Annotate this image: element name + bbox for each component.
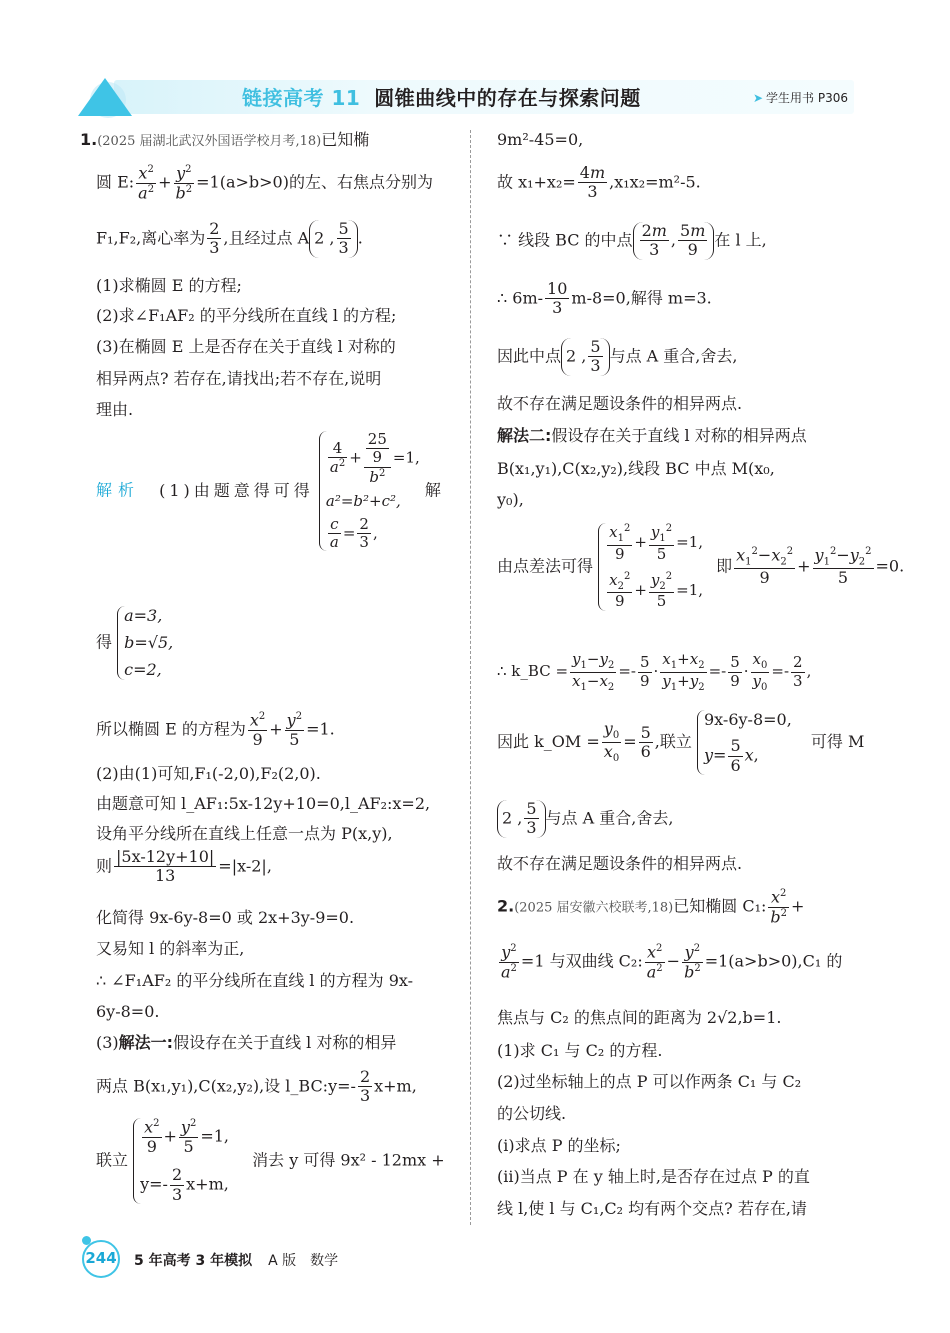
solution-intro: (1)由题意得可得 [159, 480, 314, 500]
method-two-label: 解法二: [497, 426, 552, 445]
part3-line-1: (3)解法一:假设存在关于直线 l 对称的相异 [96, 1033, 397, 1052]
q1-part-1: (1)求椭圆 E 的方程; [96, 276, 242, 295]
q2-line-8: (ii)当点 P 在 y 轴上时,是否存在过点 P 的直 [497, 1167, 810, 1186]
q2-line-9: 线 l,使 l 与 C₁,C₂ 均有两个交点? 若存在,请 [497, 1199, 807, 1218]
ellipse-equation-line: 所以椭圆 E 的方程为 $\frac{x^2}{9}$ + $\frac{y^2}{5}$ =1. [96, 710, 335, 749]
right-line-14: 故不存在满足题设条件的相异两点. [497, 854, 743, 873]
fraction-2-3: $\frac{2}{3}$ [209, 219, 220, 258]
solution-solve-word: 解 [424, 480, 441, 500]
column-divider [470, 130, 471, 1225]
section-title [242, 82, 641, 111]
right-line-3: ∵ 线段 BC 的中点 $\frac{2m}{3}$ , $\frac{5m}{9}$ 在 l 上, [497, 221, 767, 260]
dot-icon [82, 1236, 91, 1245]
arrow-right-icon: ➤ [752, 91, 764, 105]
q2-line-2: $\frac{y^2}{a^2}$ =1 与双曲线 C₂: $\frac{x^2}{a^2}$ − $\frac{y^2}{b^2}$ =1(a>b>0),C₁ 的 [501, 942, 843, 982]
right-line-10: 由点差法可得 $\frac{x_1^2}{9}$ + $\frac{y_1^2}{5}$ =1, $\frac{x_2^2}{9}$ + $\frac{y_2^2}{5}$ =1, 即 $\frac{x_1^2-x_2^2}{9}$ + $\frac{y_1^2-y_2^2}{5}$ =0. [497, 523, 905, 611]
ellipse-equation-text: 所以椭圆 E 的方程为 [96, 719, 246, 739]
page-number: 244 [85, 1249, 117, 1267]
right-line-2: 故 x₁+x₂= $\frac{4m}{3}$ ,x₁x₂=m²-5. [497, 163, 701, 202]
q1-part-3-end: 理由. [96, 400, 134, 419]
q2-line-5: (2)过坐标轴上的点 P 可以作两条 C₁ 与 C₂ [497, 1072, 802, 1091]
part2-line-1: (2)由(1)可知,F₁(-2,0),F₂(2,0). [96, 764, 321, 783]
right-line-12: 因此 k_OM = $\frac{y_0}{x_0}$ = $\frac{5}{6}$ ,联立 9x-6y-8=0, y= $\frac{5}{6}$ x, 可得 M [497, 710, 865, 775]
solution-line-2 [96, 606, 173, 680]
fraction-x2-a2: $\frac{x^2}{a^2}$ [138, 163, 155, 203]
q1-part-2: (2)求∠F₁AF₂ 的平分线所在直线 l 的方程; [96, 306, 397, 325]
right-line-8: B(x₁,y₁),C(x₂,y₂),线段 BC 中点 M(x₀, [497, 459, 775, 478]
question-number: 1. [80, 130, 98, 149]
right-line-11: ∴ k_BC = $\frac{y_1-y_2}{x_1-x_2}$ =- $\frac{5}{9}$ · $\frac{x_1+x_2}{y_1+y_2}$ =- $\frac{5}{9}$ · $\frac{x_0}{y_0}$ =- $\frac{2}{3}$ , [497, 650, 812, 693]
book-title: 5 年高考 3 年模拟 [134, 1253, 253, 1269]
right-line-5: 因此中点 2 , $\frac{5}{3}$ 与点 A 重合,舍去, [497, 337, 738, 376]
question-2-source: (2025 届安徽六校联考,18) [514, 900, 674, 916]
part2-line-6: 又易知 l 的斜率为正, [96, 939, 245, 958]
q2-line-7: (i)求点 P 的坐标; [497, 1136, 621, 1155]
equation-system-5: 9x-6y-8=0, y= $\frac{5}{6}$ x, [697, 710, 792, 775]
student-book-reference [753, 89, 848, 106]
q2-line-3: 焦点与 C₂ 的焦点间的距离为 2√2,b=1. [497, 1008, 782, 1027]
solution-line-1 [96, 431, 441, 551]
right-line-1: 9m²-45=0, [497, 130, 584, 149]
q1-line-3: F₁,F₂,离心率为 $\frac{2}{3}$ ,且经过点 A 2 , $\frac{5}{3}$ . [96, 219, 363, 258]
q1-part-3: (3)在椭圆 E 上是否存在关于直线 l 对称的 [96, 337, 396, 356]
part2-line-4: 则 $\frac{|5x-12y+10|}{13}$ =|x-2|, [96, 847, 272, 886]
part3-line-3: 联立 $\frac{x^2}{9}$ + $\frac{y^2}{5}$ =1, y=- $\frac{2}{3}$ x+m, 消去 y 可得 9x² - 12mx + [96, 1117, 445, 1204]
q1-eccentricity-text: F₁,F₂,离心率为 [96, 228, 206, 248]
result-word: 得 [96, 632, 113, 652]
part2-line-7: ∴ ∠F₁AF₂ 的平分线所在直线 l 的方程为 9x- [96, 971, 414, 990]
method-one-label: 解法一: [118, 1033, 174, 1052]
part2-line-8: 6y-8=0. [96, 1002, 160, 1021]
right-line-4: ∴ 6m- $\frac{10}{3}$ m-8=0,解得 m=3. [497, 279, 712, 318]
equation-system-2: a=3, b=√5, c=2, [117, 606, 173, 680]
system-equation-2: a²=b²+c², [325, 491, 401, 510]
q1-ellipse-condition: =1(a>b>0)的左、右焦点分别为 [196, 172, 433, 192]
point-a-coordinates: 2 , $\frac{5}{3}$ [309, 220, 358, 258]
question-2-number: 2. [497, 896, 515, 916]
part2-line-5: 化简得 9x-6y-8=0 或 2x+3y-9=0. [96, 908, 355, 927]
solution-label: 解析 [96, 480, 141, 500]
section-banner [78, 78, 860, 116]
q1-part-3-cont: 相异两点? 若存在,请找出;若不存在,说明 [96, 369, 382, 388]
part2-line-3: 设角平分线所在直线上任意一点为 P(x,y), [96, 824, 393, 843]
part2-line-2: 由题意可知 l_AF₁:5x-12y+10=0,l_AF₂:x=2, [96, 794, 431, 813]
q2-line-6: 的公切线. [497, 1104, 567, 1123]
q1-line-1 [80, 132, 369, 148]
fraction-y2-b2: $\frac{y^2}{b^2}$ [175, 163, 193, 203]
q1-intro-text: 已知椭 [321, 130, 370, 149]
q1-line-2: 圆 E: $\frac{x^2}{a^2}$ + $\frac{y^2}{b^2}$ =1(a>b>0)的左、右焦点分别为 [96, 163, 433, 203]
equation-system-3: $\frac{x^2}{9}$ + $\frac{y^2}{5}$ =1, y=- $\frac{2}{3}$ x+m, [133, 1118, 229, 1204]
right-line-7: 解法二:假设存在关于直线 l 对称的相异两点 [497, 426, 807, 445]
q2-line-4: (1)求 C₁ 与 C₂ 的方程. [497, 1041, 663, 1060]
right-line-13: 2 , $\frac{5}{3}$ 与点 A 重合,舍去, [497, 800, 673, 838]
page-footer [82, 1240, 482, 1274]
reference-text: 学生用书 P306 [766, 91, 848, 105]
section-heading: 圆锥曲线中的存在与探索问题 [374, 86, 641, 110]
triangle-icon [78, 78, 132, 116]
book-info [134, 1250, 338, 1270]
q1-point-text: ,且经过点 A [223, 228, 310, 248]
equation-system-4: $\frac{x_1^2}{9}$ + $\frac{y_1^2}{5}$ =1, $\frac{x_2^2}{9}$ + $\frac{y_2^2}{5}$ =1, [598, 523, 703, 611]
q2-line-1: 2.(2025 届安徽六校联考,18)已知椭圆 C₁: $\frac{x^2}{b^2}$ + [497, 887, 805, 927]
equation-system-1: $\frac{4}{a^2}$ + $\frac{\frac{25}{9}}{b^2}$ =1, a²=b²+c², $\frac{c}{a}$ = $\frac{2}{3}$ , [319, 431, 420, 551]
right-line-6: 故不存在满足题设条件的相异两点. [497, 394, 743, 413]
part3-line-2: 两点 B(x₁,y₁),C(x₂,y₂),设 l_BC:y=- $\frac{2}{3}$ x+m, [96, 1067, 417, 1106]
q1-ellipse-label: 圆 E: [96, 172, 135, 192]
question-source: (2025 届湖北武汉外国语学校月考,18) [97, 134, 322, 149]
book-subject: 数学 [310, 1253, 339, 1269]
section-tag: 链接高考 11 [242, 86, 361, 110]
book-edition: A 版 [268, 1253, 297, 1269]
right-line-9: y₀), [497, 490, 524, 509]
